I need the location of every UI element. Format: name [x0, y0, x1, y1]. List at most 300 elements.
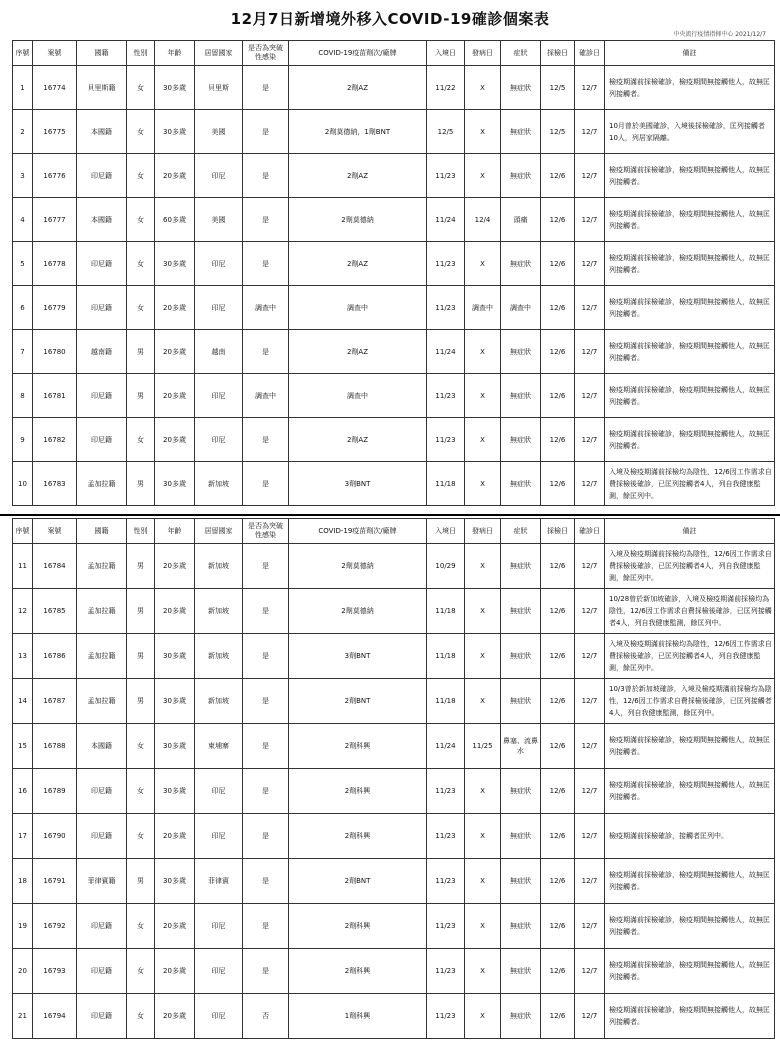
col-confirm-date: 12/7 [575, 949, 605, 994]
col-sex: 男 [127, 679, 155, 724]
col-residence: 新加坡 [195, 544, 243, 589]
col-breakthrough: 是 [243, 679, 289, 724]
col-onset-date: X [465, 769, 501, 814]
col-residence: 柬埔寨 [195, 724, 243, 769]
header-col-vaccine: COVID-19疫苗劑次/廠牌 [289, 519, 427, 544]
table-row [13, 814, 775, 859]
case-table-part-2 [12, 518, 775, 1039]
col-onset-date: X [465, 154, 501, 198]
col-vaccine: 2劑科興 [289, 814, 427, 859]
col-breakthrough: 否 [243, 994, 289, 1039]
col-nationality: 印尼籍 [77, 374, 127, 418]
col-entry-date: 11/22 [427, 66, 465, 110]
col-breakthrough: 是 [243, 66, 289, 110]
col-nationality: 孟加拉籍 [77, 544, 127, 589]
col-case-no: 16794 [33, 994, 77, 1039]
col-breakthrough: 是 [243, 904, 289, 949]
col-confirm-date: 12/7 [575, 110, 605, 154]
col-onset-date: X [465, 462, 501, 506]
col-nationality: 印尼籍 [77, 154, 127, 198]
col-seq: 15 [13, 724, 33, 769]
col-nationality: 貝里斯籍 [77, 66, 127, 110]
header-col-seq: 序號 [13, 519, 33, 544]
col-test-date: 12/5 [541, 110, 575, 154]
col-case-no: 16778 [33, 242, 77, 286]
col-note: 檢疫期滿前採檢確診，檢疫期間無接觸他人，故無匡列接觸者。 [605, 198, 775, 242]
table-row [13, 110, 775, 154]
col-entry-date: 11/24 [427, 724, 465, 769]
header-col-sex: 性別 [127, 41, 155, 66]
col-age: 20多歲 [155, 589, 195, 634]
col-confirm-date: 12/7 [575, 814, 605, 859]
col-residence: 印尼 [195, 814, 243, 859]
col-vaccine: 3劑BNT [289, 462, 427, 506]
col-age: 60多歲 [155, 198, 195, 242]
col-case-no: 16786 [33, 634, 77, 679]
table-row [13, 374, 775, 418]
col-nationality: 印尼籍 [77, 949, 127, 994]
col-seq: 18 [13, 859, 33, 904]
col-breakthrough: 是 [243, 544, 289, 589]
col-seq: 17 [13, 814, 33, 859]
col-breakthrough: 是 [243, 724, 289, 769]
col-confirm-date: 12/7 [575, 286, 605, 330]
col-symptoms: 調查中 [501, 286, 541, 330]
col-sex: 女 [127, 242, 155, 286]
col-symptoms: 無症狀 [501, 242, 541, 286]
col-age: 20多歲 [155, 994, 195, 1039]
col-sex: 男 [127, 462, 155, 506]
col-breakthrough: 是 [243, 110, 289, 154]
header-row [13, 41, 775, 66]
col-breakthrough: 是 [243, 814, 289, 859]
col-breakthrough: 是 [243, 769, 289, 814]
col-test-date: 12/6 [541, 724, 575, 769]
col-entry-date: 11/23 [427, 418, 465, 462]
col-age: 30多歲 [155, 110, 195, 154]
col-case-no: 16774 [33, 66, 77, 110]
col-test-date: 12/6 [541, 462, 575, 506]
col-symptoms: 無症狀 [501, 859, 541, 904]
col-symptoms: 鼻塞、流鼻水 [501, 724, 541, 769]
col-nationality: 印尼籍 [77, 418, 127, 462]
col-residence: 越南 [195, 330, 243, 374]
col-nationality: 印尼籍 [77, 904, 127, 949]
col-nationality: 印尼籍 [77, 769, 127, 814]
col-vaccine: 2劑科興 [289, 769, 427, 814]
col-onset-date: X [465, 242, 501, 286]
col-symptoms: 無症狀 [501, 904, 541, 949]
col-age: 20多歲 [155, 374, 195, 418]
col-case-no: 16785 [33, 589, 77, 634]
col-confirm-date: 12/7 [575, 769, 605, 814]
col-sex: 男 [127, 544, 155, 589]
col-entry-date: 11/23 [427, 949, 465, 994]
col-residence: 印尼 [195, 286, 243, 330]
header-col-confirm-date: 確診日 [575, 519, 605, 544]
col-case-no: 16789 [33, 769, 77, 814]
col-note: 檢疫期滿前採檢確診，檢疫期間無接觸他人，故無匡列接觸者。 [605, 154, 775, 198]
col-symptoms: 無症狀 [501, 544, 541, 589]
col-age: 30多歲 [155, 242, 195, 286]
col-residence: 印尼 [195, 418, 243, 462]
col-vaccine: 2劑莫德納 [289, 589, 427, 634]
col-entry-date: 11/23 [427, 994, 465, 1039]
col-symptoms: 無症狀 [501, 66, 541, 110]
col-residence: 美國 [195, 110, 243, 154]
col-entry-date: 12/5 [427, 110, 465, 154]
col-vaccine: 調查中 [289, 374, 427, 418]
col-sex: 女 [127, 949, 155, 994]
col-confirm-date: 12/7 [575, 634, 605, 679]
col-confirm-date: 12/7 [575, 994, 605, 1039]
col-seq: 12 [13, 589, 33, 634]
col-residence: 貝里斯 [195, 66, 243, 110]
col-seq: 5 [13, 242, 33, 286]
col-residence: 新加坡 [195, 462, 243, 506]
table-row [13, 859, 775, 904]
col-symptoms: 無症狀 [501, 374, 541, 418]
table-row [13, 286, 775, 330]
col-symptoms: 無症狀 [501, 330, 541, 374]
col-confirm-date: 12/7 [575, 724, 605, 769]
col-onset-date: X [465, 904, 501, 949]
header-col-nationality: 國籍 [77, 41, 127, 66]
col-seq: 10 [13, 462, 33, 506]
col-residence: 新加坡 [195, 679, 243, 724]
col-symptoms: 無症狀 [501, 589, 541, 634]
col-seq: 19 [13, 904, 33, 949]
col-residence: 印尼 [195, 154, 243, 198]
col-test-date: 12/6 [541, 904, 575, 949]
col-entry-date: 11/18 [427, 589, 465, 634]
col-sex: 男 [127, 589, 155, 634]
table-row [13, 994, 775, 1039]
case-table-part-1 [12, 40, 775, 506]
col-breakthrough: 是 [243, 198, 289, 242]
col-symptoms: 頭痛 [501, 198, 541, 242]
col-note: 檢疫期滿前採檢確診，檢疫期間無接觸他人，故無匡列接觸者。 [605, 994, 775, 1039]
header-col-nationality: 國籍 [77, 519, 127, 544]
col-confirm-date: 12/7 [575, 859, 605, 904]
header-col-onset-date: 發病日 [465, 41, 501, 66]
col-residence: 菲律賓 [195, 859, 243, 904]
table-body [13, 66, 775, 506]
header-col-breakthrough: 是否為突破性感染 [243, 41, 289, 66]
col-entry-date: 11/23 [427, 286, 465, 330]
col-case-no: 16787 [33, 679, 77, 724]
col-vaccine: 2劑AZ [289, 418, 427, 462]
col-sex: 男 [127, 330, 155, 374]
header-col-residence: 居留國家 [195, 41, 243, 66]
col-residence: 印尼 [195, 242, 243, 286]
col-nationality: 本國籍 [77, 724, 127, 769]
col-note: 檢疫期滿前採檢確診，檢疫期間無接觸他人，故無匡列接觸者。 [605, 242, 775, 286]
col-seq: 3 [13, 154, 33, 198]
col-test-date: 12/6 [541, 679, 575, 724]
header-col-note: 備註 [605, 519, 775, 544]
col-symptoms: 無症狀 [501, 769, 541, 814]
col-entry-date: 11/23 [427, 242, 465, 286]
col-nationality: 孟加拉籍 [77, 634, 127, 679]
col-case-no: 16788 [33, 724, 77, 769]
col-sex: 男 [127, 634, 155, 679]
source-note: 中央流行疫情指揮中心 2021/12/7 [673, 31, 766, 38]
col-test-date: 12/6 [541, 994, 575, 1039]
col-note: 檢疫期滿前採檢確診，檢疫期間無接觸他人，故無匡列接觸者。 [605, 66, 775, 110]
col-case-no: 16775 [33, 110, 77, 154]
col-onset-date: X [465, 66, 501, 110]
col-nationality: 本國籍 [77, 198, 127, 242]
col-test-date: 12/6 [541, 374, 575, 418]
col-breakthrough: 調查中 [243, 374, 289, 418]
col-confirm-date: 12/7 [575, 904, 605, 949]
table-row [13, 769, 775, 814]
col-breakthrough: 是 [243, 949, 289, 994]
col-onset-date: X [465, 544, 501, 589]
col-nationality: 印尼籍 [77, 286, 127, 330]
col-sex: 女 [127, 724, 155, 769]
col-symptoms: 無症狀 [501, 634, 541, 679]
col-test-date: 12/6 [541, 418, 575, 462]
col-symptoms: 無症狀 [501, 679, 541, 724]
col-case-no: 16791 [33, 859, 77, 904]
col-test-date: 12/5 [541, 66, 575, 110]
col-age: 30多歲 [155, 462, 195, 506]
col-breakthrough: 是 [243, 634, 289, 679]
table-row [13, 949, 775, 994]
col-test-date: 12/6 [541, 154, 575, 198]
col-age: 20多歲 [155, 330, 195, 374]
table-row [13, 242, 775, 286]
col-sex: 女 [127, 418, 155, 462]
col-nationality: 印尼籍 [77, 242, 127, 286]
col-nationality: 孟加拉籍 [77, 589, 127, 634]
col-sex: 女 [127, 66, 155, 110]
col-nationality: 印尼籍 [77, 994, 127, 1039]
col-residence: 印尼 [195, 949, 243, 994]
col-confirm-date: 12/7 [575, 679, 605, 724]
col-age: 20多歲 [155, 418, 195, 462]
col-note: 入境及檢疫期滿前採檢均為陰性，12/6因工作需求自費採檢後確診，已匡列接觸者4人，列自我健康監測，餘匡列中。 [605, 544, 775, 589]
col-onset-date: X [465, 634, 501, 679]
col-residence: 美國 [195, 198, 243, 242]
col-case-no: 16781 [33, 374, 77, 418]
col-confirm-date: 12/7 [575, 242, 605, 286]
col-test-date: 12/6 [541, 242, 575, 286]
col-seq: 16 [13, 769, 33, 814]
col-test-date: 12/6 [541, 814, 575, 859]
col-test-date: 12/6 [541, 949, 575, 994]
header-col-symptoms: 症狀 [501, 41, 541, 66]
col-onset-date: X [465, 814, 501, 859]
col-seq: 13 [13, 634, 33, 679]
col-note: 檢疫期滿前採檢確診，檢疫期間無接觸他人，故無匡列接觸者。 [605, 330, 775, 374]
col-entry-date: 11/18 [427, 679, 465, 724]
col-symptoms: 無症狀 [501, 949, 541, 994]
col-sex: 男 [127, 374, 155, 418]
col-nationality: 印尼籍 [77, 814, 127, 859]
col-vaccine: 2劑科興 [289, 904, 427, 949]
col-age: 30多歲 [155, 859, 195, 904]
header-col-vaccine: COVID-19疫苗劑次/廠牌 [289, 41, 427, 66]
col-age: 20多歲 [155, 949, 195, 994]
col-symptoms: 無症狀 [501, 994, 541, 1039]
col-onset-date: X [465, 418, 501, 462]
col-vaccine: 2劑BNT [289, 679, 427, 724]
col-sex: 女 [127, 198, 155, 242]
col-age: 30多歲 [155, 66, 195, 110]
col-seq: 4 [13, 198, 33, 242]
col-symptoms: 無症狀 [501, 154, 541, 198]
col-confirm-date: 12/7 [575, 66, 605, 110]
header-col-case-no: 案號 [33, 519, 77, 544]
table-row [13, 544, 775, 589]
col-nationality: 菲律賓籍 [77, 859, 127, 904]
col-sex: 女 [127, 110, 155, 154]
header-col-seq: 序號 [13, 41, 33, 66]
header-col-test-date: 採檢日 [541, 519, 575, 544]
page-title: 12月7日新增境外移入COVID-19確診個案表 [230, 10, 550, 28]
col-onset-date: 調查中 [465, 286, 501, 330]
col-confirm-date: 12/7 [575, 462, 605, 506]
col-vaccine: 2劑AZ [289, 242, 427, 286]
table-body [13, 544, 775, 1039]
col-note: 檢疫期滿前採檢確診，接觸者匡列中。 [605, 814, 775, 859]
col-note: 檢疫期滿前採檢確診，檢疫期間無接觸他人，故無匡列接觸者。 [605, 769, 775, 814]
col-seq: 14 [13, 679, 33, 724]
col-test-date: 12/6 [541, 634, 575, 679]
col-test-date: 12/6 [541, 198, 575, 242]
col-entry-date: 11/24 [427, 198, 465, 242]
col-vaccine: 2劑AZ [289, 66, 427, 110]
col-residence: 新加坡 [195, 589, 243, 634]
col-seq: 8 [13, 374, 33, 418]
col-note: 10/28曾於新加坡確診，入境及檢疫期滿前採檢均為陰性，12/6因工作需求自費採檢後確診，已匡列接觸者4人，列自我健康監測，餘匡列中。 [605, 589, 775, 634]
col-sex: 女 [127, 154, 155, 198]
col-note: 檢疫期滿前採檢確診，檢疫期間無接觸他人，故無匡列接觸者。 [605, 418, 775, 462]
col-note: 檢疫期滿前採檢確診，檢疫期間無接觸他人，故無匡列接觸者。 [605, 374, 775, 418]
col-residence: 印尼 [195, 374, 243, 418]
col-confirm-date: 12/7 [575, 198, 605, 242]
col-seq: 11 [13, 544, 33, 589]
col-onset-date: 11/25 [465, 724, 501, 769]
table-row [13, 154, 775, 198]
header-col-case-no: 案號 [33, 41, 77, 66]
col-vaccine: 調查中 [289, 286, 427, 330]
col-entry-date: 11/23 [427, 859, 465, 904]
table-row [13, 198, 775, 242]
col-note: 入境及檢疫期滿前採檢均為陰性，12/6因工作需求自費採檢後確診，已匡列接觸者4人，列自我健康監測，餘匡列中。 [605, 634, 775, 679]
col-breakthrough: 是 [243, 462, 289, 506]
col-breakthrough: 是 [243, 154, 289, 198]
col-vaccine: 2劑AZ [289, 330, 427, 374]
col-residence: 新加坡 [195, 634, 243, 679]
col-onset-date: X [465, 374, 501, 418]
col-seq: 21 [13, 994, 33, 1039]
col-age: 20多歲 [155, 154, 195, 198]
col-age: 20多歲 [155, 814, 195, 859]
col-confirm-date: 12/7 [575, 544, 605, 589]
col-vaccine: 1劑科興 [289, 994, 427, 1039]
col-onset-date: X [465, 859, 501, 904]
col-vaccine: 2劑AZ [289, 154, 427, 198]
header-col-symptoms: 症狀 [501, 519, 541, 544]
col-note: 檢疫期滿前採檢確診，檢疫期間無接觸他人，故無匡列接觸者。 [605, 949, 775, 994]
col-case-no: 16776 [33, 154, 77, 198]
table-row [13, 724, 775, 769]
col-breakthrough: 是 [243, 859, 289, 904]
col-test-date: 12/6 [541, 859, 575, 904]
table-row [13, 904, 775, 949]
header-col-age: 年齡 [155, 519, 195, 544]
col-onset-date: X [465, 330, 501, 374]
col-vaccine: 2劑莫德納 [289, 544, 427, 589]
col-onset-date: X [465, 110, 501, 154]
header-col-entry-date: 入境日 [427, 519, 465, 544]
col-entry-date: 11/23 [427, 904, 465, 949]
col-entry-date: 11/23 [427, 814, 465, 859]
col-residence: 印尼 [195, 769, 243, 814]
col-note: 檢疫期滿前採檢確診，檢疫期間無接觸他人，故無匡列接觸者。 [605, 286, 775, 330]
col-confirm-date: 12/7 [575, 418, 605, 462]
col-confirm-date: 12/7 [575, 374, 605, 418]
col-case-no: 16793 [33, 949, 77, 994]
col-breakthrough: 是 [243, 589, 289, 634]
col-sex: 女 [127, 814, 155, 859]
col-onset-date: X [465, 994, 501, 1039]
header-col-age: 年齡 [155, 41, 195, 66]
col-breakthrough: 是 [243, 418, 289, 462]
col-vaccine: 2劑莫德納 [289, 198, 427, 242]
col-confirm-date: 12/7 [575, 330, 605, 374]
header-col-onset-date: 發病日 [465, 519, 501, 544]
col-age: 20多歲 [155, 904, 195, 949]
col-test-date: 12/6 [541, 286, 575, 330]
col-symptoms: 無症狀 [501, 462, 541, 506]
col-age: 30多歲 [155, 634, 195, 679]
col-vaccine: 2劑科興 [289, 949, 427, 994]
table-row [13, 418, 775, 462]
col-seq: 1 [13, 66, 33, 110]
col-note: 入境及檢疫期滿前採檢均為陰性，12/6因工作需求自費採檢後確診，已匡列接觸者4人，列自我健康監測，餘匡列中。 [605, 462, 775, 506]
col-test-date: 12/6 [541, 589, 575, 634]
col-case-no: 16777 [33, 198, 77, 242]
col-onset-date: X [465, 679, 501, 724]
col-vaccine: 2劑莫德納，1劑BNT [289, 110, 427, 154]
col-entry-date: 11/23 [427, 769, 465, 814]
col-symptoms: 無症狀 [501, 110, 541, 154]
col-seq: 20 [13, 949, 33, 994]
header-col-entry-date: 入境日 [427, 41, 465, 66]
col-nationality: 越南籍 [77, 330, 127, 374]
col-case-no: 16790 [33, 814, 77, 859]
col-vaccine: 2劑科興 [289, 724, 427, 769]
col-seq: 6 [13, 286, 33, 330]
table-row [13, 66, 775, 110]
col-note: 檢疫期滿前採檢確診，檢疫期間無接觸他人，故無匡列接觸者。 [605, 904, 775, 949]
col-vaccine: 3劑BNT [289, 634, 427, 679]
col-nationality: 孟加拉籍 [77, 679, 127, 724]
table-row [13, 462, 775, 506]
table-row [13, 589, 775, 634]
col-onset-date: X [465, 589, 501, 634]
col-symptoms: 無症狀 [501, 814, 541, 859]
col-test-date: 12/6 [541, 330, 575, 374]
col-breakthrough: 是 [243, 330, 289, 374]
col-breakthrough: 是 [243, 242, 289, 286]
table-row [13, 330, 775, 374]
